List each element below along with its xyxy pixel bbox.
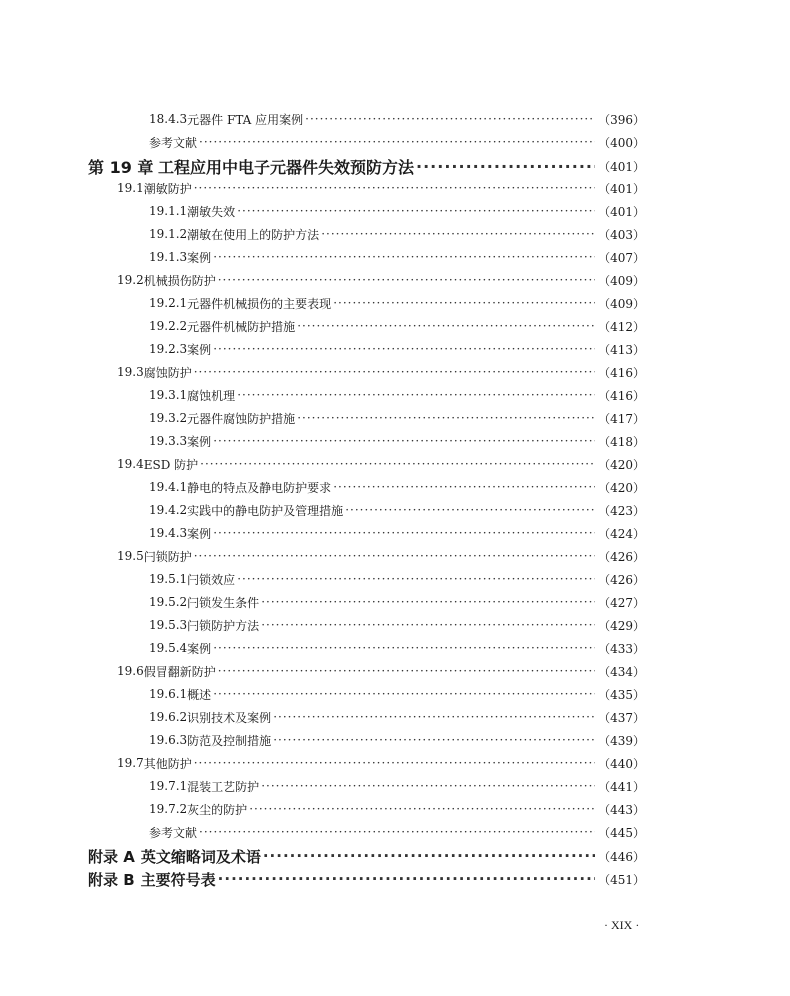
toc-entry-sub[interactable] [149,523,645,543]
toc-entry-number: 19.5 [117,549,144,563]
toc-entry-number: 19.1.1 [149,204,188,218]
toc-entry-section[interactable] [117,178,645,198]
toc-entry-sub[interactable] [149,247,645,267]
toc-entry-page: （401） [598,204,645,219]
dot-leader [213,687,595,701]
dot-leader [194,365,595,379]
toc-entry-number: 19.5.2 [149,595,188,609]
toc-entry-number: 19.2.1 [149,296,188,310]
toc-entry-page: （416） [598,388,645,403]
toc-entry-title: 混装工艺防护 [187,779,260,794]
dot-leader [297,411,595,425]
toc-entry-title: 腐蚀机理 [187,388,236,403]
toc-entry-sub[interactable] [149,293,645,313]
toc-entry-section[interactable] [117,753,645,773]
toc-entry-title: 案例 [187,342,212,357]
toc-entry-page: （401） [598,181,645,196]
toc-entry-title: 概述 [187,687,212,702]
toc-entry-sub[interactable] [149,684,645,704]
toc-entry-sub[interactable] [149,477,645,497]
toc-entry-number: 19.5.1 [149,572,188,586]
toc-entry-sub[interactable] [149,224,645,244]
dot-leader [237,204,595,218]
dot-leader [200,457,595,471]
page-number-footer: · XIX · [604,918,640,932]
toc-entry-title: 参考文献 [149,825,198,840]
toc-entry-page: （420） [598,457,645,472]
toc-entry-page: （400） [598,135,645,150]
toc-entry-page: （445） [598,825,645,840]
toc-entry-section[interactable] [117,661,645,681]
toc-entry-number: 19.6.1 [149,687,188,701]
toc-entry-page: （409） [598,273,645,288]
toc-entry-sub[interactable] [149,500,645,520]
dot-leader [305,112,595,126]
dot-leader [237,388,595,402]
toc-entry-page: （409） [598,296,645,311]
toc-entry-page: （433） [598,641,645,656]
dot-leader [261,779,595,793]
dot-leader [345,503,595,517]
toc-entry-page: （435） [598,687,645,702]
toc-entry-sub[interactable] [149,201,645,221]
toc-entry-title: 灰尘的防护 [187,802,248,817]
toc-entry-appendix[interactable] [88,868,645,890]
toc-entry-number: 19.7.2 [149,802,188,816]
toc-entry-title: 识别技术及案例 [187,710,272,725]
toc-entry-title: 腐蚀防护 [143,365,192,380]
toc-entry-title: 主要符号表 [140,870,216,889]
toc-entry-chapter[interactable] [88,155,645,177]
toc-entry-page: （446） [598,849,645,864]
toc-entry-page: （407） [598,250,645,265]
toc-entry-section[interactable] [117,454,645,474]
toc-entry-sub[interactable] [149,799,645,819]
toc-entry-title: 防范及控制措施 [187,733,272,748]
toc-entry-page: （420） [598,480,645,495]
toc-entry-number: 19.2.2 [149,319,188,333]
dot-leader [333,296,595,310]
toc-entry-title: 静电的特点及静电防护要求 [187,480,332,495]
toc-entry-section[interactable] [117,546,645,566]
toc-entry-title: 其他防护 [143,756,192,771]
toc-entry-sub[interactable] [149,385,645,405]
toc-entry-page: （429） [598,618,645,633]
toc-entry-title: 元器件机械损伤的主要表现 [187,296,332,311]
toc-entry-sub[interactable] [149,638,645,658]
toc-entry-page: （440） [598,756,645,771]
toc-entry-ref[interactable] [149,822,645,842]
toc-entry-number: 19.5.3 [149,618,188,632]
dot-leader [213,641,595,655]
toc-entry-number: 19.6.2 [149,710,188,724]
toc-entry-number: 附录 A [88,847,135,866]
toc-entry-page: （427） [598,595,645,610]
toc-entry-title: 案例 [187,641,212,656]
toc-entry-title: 机械损伤防护 [143,273,216,288]
dot-leader [261,595,595,609]
toc-entry-page: （443） [598,802,645,817]
dot-leader [218,273,595,287]
toc-entry-sub[interactable] [149,776,645,796]
toc-entry-number: 19.1.2 [149,227,188,241]
dot-leader [333,480,595,494]
toc-entry-title: 案例 [187,526,212,541]
toc-entry-number: 附录 B [88,870,135,889]
dot-leader [273,733,595,747]
toc-entry-title: 闩锁防护 [143,549,192,564]
toc-entry-sub[interactable] [149,615,645,635]
dot-leader [194,756,595,770]
dot-leader [249,802,595,816]
toc-entry-page: （439） [598,733,645,748]
dot-leader [263,847,595,865]
toc-entry-page: （412） [598,319,645,334]
toc-entry-title: 闩锁效应 [187,572,236,587]
toc-entry-sub[interactable] [149,431,645,451]
toc-entry-page: （403） [598,227,645,242]
toc-entry-page: （423） [598,503,645,518]
toc-entry-title: 元器件腐蚀防护措施 [187,411,296,426]
toc-entry-sub[interactable] [149,730,645,750]
toc-entry-section[interactable] [117,362,645,382]
toc-entry-number: 19.3.2 [149,411,188,425]
toc-entry-sub[interactable] [149,316,645,336]
dot-leader [213,342,595,356]
toc-entry-title: 假冒翻新防护 [143,664,216,679]
toc-entry-number: 19.7.1 [149,779,188,793]
toc-entry-page: （441） [598,779,645,794]
toc-entry-page: （401） [598,159,645,174]
dot-leader [237,572,595,586]
toc-entry-sub[interactable] [149,109,645,129]
toc-entry-title: ESD 防护 [143,457,199,472]
toc-entry-title: 工程应用中电子元器件失效预防方法 [158,157,415,177]
toc-entry-title: 潮敏失效 [187,204,236,219]
toc-entry-page: （417） [598,411,645,426]
toc-entry-sub[interactable] [149,408,645,428]
toc-entry-sub[interactable] [149,339,645,359]
toc-entry-number: 19.2 [117,273,144,287]
dot-leader [218,664,595,678]
toc-entry-title: 英文缩略词及术语 [140,847,261,866]
dot-leader [273,710,595,724]
toc-entry-page: （418） [598,434,645,449]
toc-entry-number: 19.6 [117,664,144,678]
toc-entry-number: 19.3 [117,365,144,379]
dot-leader [321,227,595,241]
toc-entry-title: 案例 [187,250,212,265]
toc-entry-title: 实践中的静电防护及管理措施 [187,503,344,518]
toc-entry-number: 19.7 [117,756,144,770]
toc-entry-number: 19.5.4 [149,641,188,655]
toc-entry-ref[interactable] [149,132,645,152]
toc-entry-title: 元器件 FTA 应用案例 [187,112,304,127]
toc-entry-title: 案例 [187,434,212,449]
dot-leader [416,157,595,176]
dot-leader [199,135,595,149]
toc-entry-number: 19.2.3 [149,342,188,356]
toc-entry-section[interactable] [117,270,645,290]
toc-entry-page: （416） [598,365,645,380]
toc-entry-number: 19.4 [117,457,144,471]
toc-entry-sub[interactable] [149,592,645,612]
toc-entry-number: 18.4.3 [149,112,188,126]
toc-entry-page: （451） [598,872,645,887]
toc-entry-number: 19.3.3 [149,434,188,448]
toc-entry-page: （396） [598,112,645,127]
toc-entry-number: 19.1 [117,181,144,195]
toc-entry-title: 潮敏防护 [143,181,192,196]
dot-leader [297,319,595,333]
toc-entry-title: 潮敏在使用上的防护方法 [187,227,320,242]
toc-entry-page: （437） [598,710,645,725]
toc-entry-page: （426） [598,549,645,564]
toc-entry-page: （413） [598,342,645,357]
toc-entry-number: 第 19 章 [88,157,154,177]
toc-entry-page: （426） [598,572,645,587]
dot-leader [213,526,595,540]
dot-leader [194,549,595,563]
toc-entry-title: 闩锁发生条件 [187,595,260,610]
dot-leader [213,250,595,264]
toc-entry-appendix[interactable] [88,845,645,867]
toc-entry-title: 闩锁防护方法 [187,618,260,633]
toc-entry-page: （424） [598,526,645,541]
toc-entry-number: 19.4.3 [149,526,188,540]
toc-entry-title: 参考文献 [149,135,198,150]
dot-leader [218,870,595,888]
toc-entry-number: 19.4.1 [149,480,188,494]
toc-entry-number: 19.6.3 [149,733,188,747]
toc-entry-number: 19.3.1 [149,388,188,402]
toc-entry-number: 19.4.2 [149,503,188,517]
toc-entry-number: 19.1.3 [149,250,188,264]
dot-leader [261,618,595,632]
dot-leader [199,825,595,839]
toc-entry-sub[interactable] [149,569,645,589]
toc-entry-sub[interactable] [149,707,645,727]
toc-entry-page: （434） [598,664,645,679]
dot-leader [194,181,595,195]
toc-entry-title: 元器件机械防护措施 [187,319,296,334]
dot-leader [213,434,595,448]
